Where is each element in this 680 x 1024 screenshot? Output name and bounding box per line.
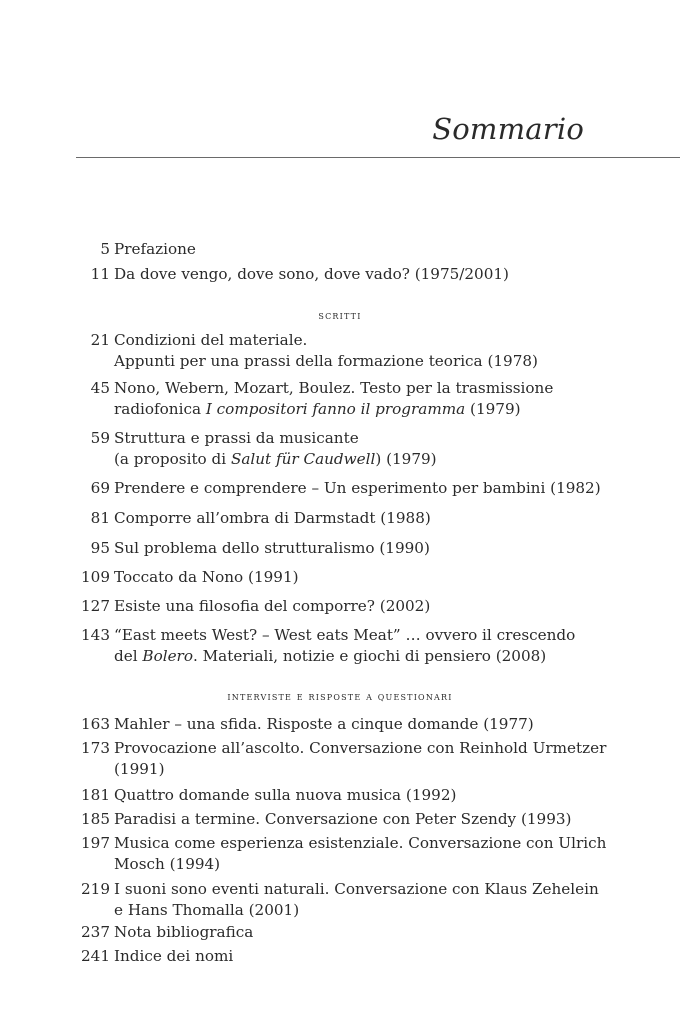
section-heading-scritti: scritti	[318, 309, 362, 322]
entry-title: Musica come esperienza esistenziale. Conversazione con Ulrich	[114, 834, 607, 852]
entry-title: Nota bibliografica	[114, 923, 254, 941]
text-segment: (1979)	[465, 400, 521, 418]
page-title: Sommario	[432, 112, 584, 146]
text-segment: . Materiali, notizie e giochi di pensiero (2008)	[192, 647, 547, 665]
entry-title: I suoni sono eventi naturali. Conversazione con Klaus Zehelein	[114, 880, 599, 898]
entry-title: Provocazione all’ascolto. Conversazione con Reinhold Urmetzer	[114, 739, 607, 757]
entry-title: Toccato da Nono (1991)	[114, 568, 299, 586]
page-number: 163	[81, 715, 110, 733]
title-rule	[76, 157, 680, 158]
text-segment: del	[114, 647, 143, 665]
entry-title: Mahler – una sfida. Risposte a cinque domande (1977)	[114, 715, 534, 733]
italic-work-title: Salut für Caudwell	[230, 450, 376, 468]
entry-title: Paradisi a termine. Conversazione con Peter Szendy (1993)	[114, 810, 572, 828]
text-segment: radiofonica	[114, 400, 206, 418]
entry-title: Indice dei nomi	[114, 947, 234, 965]
page-number: 11	[90, 265, 110, 283]
text-segment: ) (1979)	[375, 450, 437, 468]
italic-work-title: Bolero	[142, 647, 193, 665]
page-number: 185	[81, 810, 110, 828]
entry-title: Prendere e comprendere – Un esperimento per bambini (1982)	[114, 479, 601, 497]
page-number: 241	[81, 947, 110, 965]
section-heading-interviste: interviste e risposte a questionari	[227, 690, 453, 703]
page-number: 69	[90, 479, 110, 497]
entry-title-line2	[114, 399, 634, 420]
page-number: 81	[90, 509, 110, 527]
page-number: 219	[81, 880, 110, 898]
entry-title-line2: Mosch (1994)	[114, 855, 221, 873]
entry-title: Prefazione	[114, 240, 196, 258]
entry-title-line2: e Hans Thomalla (2001)	[114, 901, 300, 919]
entry-title: Sul problema dello strutturalismo (1990)	[114, 539, 430, 557]
entry-title-line2: (1991)	[114, 760, 165, 778]
italic-work-title: I compositori fanno il programma	[205, 400, 466, 418]
page-number: 21	[90, 331, 110, 349]
entry-title: Nono, Webern, Mozart, Boulez. Testo per la trasmissione	[114, 379, 554, 397]
page-number: 173	[81, 739, 110, 757]
entry-title: Comporre all’ombra di Darmstadt (1988)	[114, 509, 431, 527]
page-number: 127	[81, 597, 110, 615]
entry-title: Da dove vengo, dove sono, dove vado? (1975/2001)	[114, 265, 509, 283]
page-number: 181	[81, 786, 110, 804]
entry-title: Esiste una filosofia del comporre? (2002)	[114, 597, 431, 615]
entry-title: Quattro domande sulla nuova musica (1992)	[114, 786, 457, 804]
page-number: 143	[81, 626, 110, 644]
entry-subtitle: Appunti per una prassi della formazione teorica (1978)	[114, 352, 538, 370]
page-number: 197	[81, 834, 110, 852]
entry-title-line2	[114, 646, 634, 667]
page-number: 237	[81, 923, 110, 941]
page-number: 5	[100, 240, 110, 258]
entry-title: Condizioni del materiale.	[114, 331, 308, 349]
entry-title: “East meets West? – West eats Meat” … ovvero il crescendo	[114, 626, 576, 644]
entry-title: Struttura e prassi da musicante	[114, 429, 359, 447]
page-number: 95	[90, 539, 110, 557]
page-number: 59	[90, 429, 110, 447]
entry-title-line2	[114, 449, 634, 470]
page-number: 45	[90, 379, 110, 397]
page-number: 109	[81, 568, 110, 586]
text-segment: (a proposito di	[114, 450, 231, 468]
